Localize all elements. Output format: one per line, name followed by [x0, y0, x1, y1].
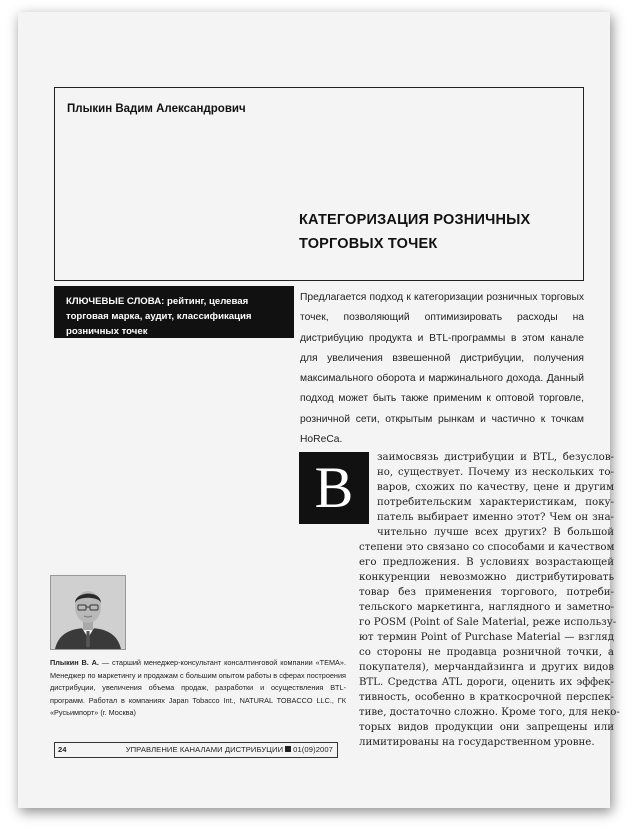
journal-issue [126, 743, 333, 757]
body-line: ют термин Point of Purchase Material — взгляд [359, 632, 614, 643]
keywords-text: рейтинг, целевая торговая марка, аудит, классификация розничных точек [66, 296, 252, 337]
body-line: товар без применения торгового, потреби- [359, 587, 614, 598]
body-line: лимитированы на государственном уровне. [359, 737, 595, 748]
body-line: конкуренции невозможно дистрибутировать [359, 572, 614, 583]
article-title-line: ТОРГОВЫХ ТОЧЕК [299, 236, 438, 252]
keywords-box [54, 286, 294, 338]
journal-title: УПРАВЛЕНИЕ КАНАЛАМИ ДИСТРИБУЦИИ [125, 745, 284, 754]
body-line: потребительским характеристикам, поку- [377, 497, 614, 508]
author-name: Плыкин Вадим Александрович [67, 103, 246, 115]
body-line: со стороны не продавца розничной точки, а [359, 647, 614, 658]
body-line: чительно лучше всех других? В большой [377, 527, 614, 538]
article-title-line: КАТЕГОРИЗАЦИЯ РОЗНИЧНЫХ [299, 212, 531, 228]
author-bio [50, 657, 346, 720]
body-line: степени это связано со способами и качеством [359, 542, 615, 553]
keywords-label: КЛЮЧЕВЫЕ СЛОВА: [66, 296, 165, 307]
body-line: тельского маркетинга, наглядного и заметно- [359, 602, 614, 613]
square-bullet-icon [285, 746, 291, 752]
body-line: заимосвязь дистрибуции и BTL, безуслов- [377, 452, 614, 463]
body-line: его предложения. В условиях возрастающей [359, 557, 614, 568]
article-title [299, 208, 569, 256]
body-line: BTL. Средства ATL дороги, оценить их эффек- [359, 677, 614, 688]
bio-text: — старший менеджер-консультант консалтинговой компании «ТЕМА». Менеджер по маркетингу и продажам с большим опытом работы в сферах построения дистрибуции, увеличения объема продаж, разработки и осуществления BTL-программ. Работал в компаниях Japan Tobacco Int., NATURAL TOBACCO LLC., ГК «Русьимпорт» (г. Москва) [50, 658, 346, 718]
body-line: патель выбирает именно этот? Чем он зна- [377, 512, 614, 523]
bio-name: Плыкин В. А. [50, 658, 99, 667]
author-photo [50, 575, 126, 650]
body-line: покупателя), мерчандайзинга и других видов [359, 662, 614, 673]
abstract: Предлагается подход к категоризации розничных торговых точек, позволяющий оптимизировать расходы на дистрибуцию продукта и BTL-программы в этом канале для увеличения взвешенной дистрибуции, получения максимального оборота и маржинального дохода. Данный подход может быть также применим к оптовой торговле, розничной сети, открытым рынкам и частично к точкам HoReCa. [300, 292, 584, 446]
body-line: тиве, достаточно сложно. Кроме того, для неко- [359, 707, 620, 718]
article-header [54, 87, 584, 281]
page-footer [54, 742, 338, 758]
page-number: 24 [58, 745, 67, 754]
body-line: го POSM (Point of Sale Material, реже использу- [359, 617, 617, 628]
drop-cap: В [299, 452, 369, 524]
body-line: торых видов продукции они запрещены или [359, 722, 614, 733]
body-line: тивность, особенно в краткосрочной перспек- [359, 692, 614, 703]
body-line: варов, схожих по качеству, цене и другим [377, 482, 614, 493]
body-line: но, существует. Почему из нескольких то- [377, 467, 614, 478]
issue-number: 01(09)2007 [293, 745, 333, 754]
journal-page [18, 12, 620, 808]
